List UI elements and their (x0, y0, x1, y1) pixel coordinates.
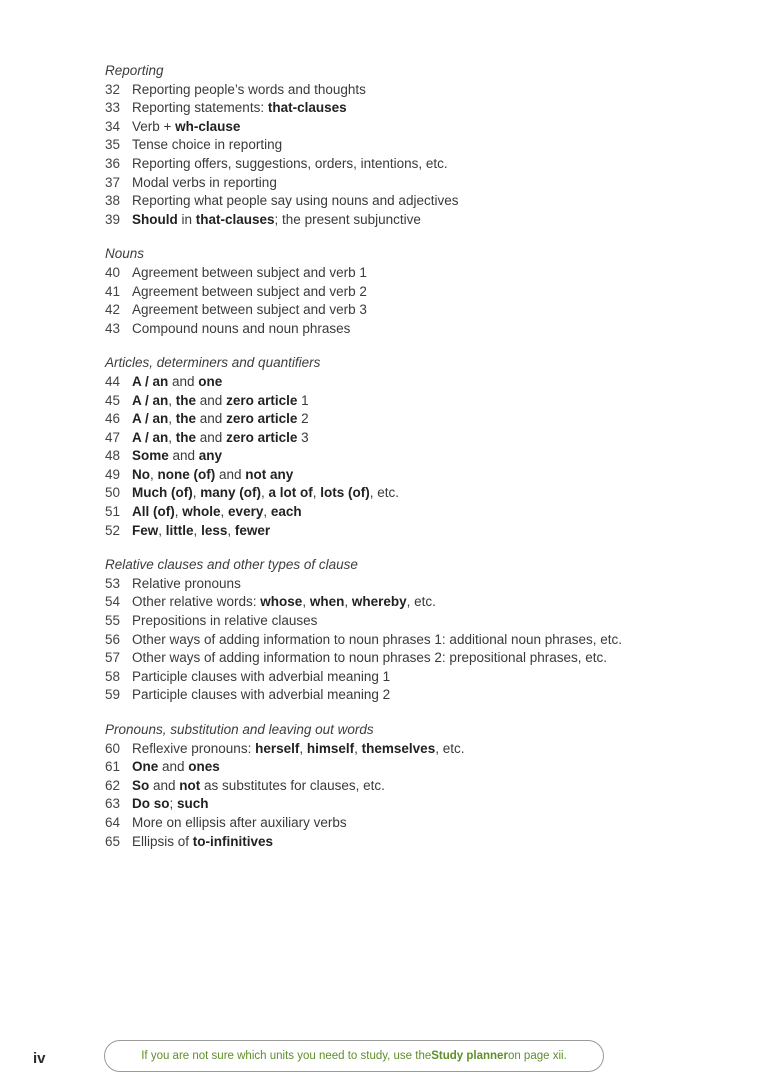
section-title: Pronouns, substitution and leaving out words (105, 722, 374, 737)
bold-term: none (of) (157, 466, 216, 482)
title-text: and (158, 759, 189, 775)
bold-term: ones (188, 759, 220, 775)
bold-term: themselves (361, 740, 436, 756)
contents-section (105, 556, 725, 705)
unit-number: 32 (105, 81, 121, 97)
unit-number: 62 (105, 777, 121, 793)
unit-title (132, 503, 302, 522)
title-text: and (168, 448, 199, 464)
unit-number: 40 (105, 264, 121, 280)
bold-term: herself (255, 740, 300, 756)
title-text: , (168, 411, 176, 427)
unit-entry[interactable] (105, 522, 725, 541)
title-text: , (158, 522, 166, 538)
unit-entry[interactable] (105, 373, 725, 392)
unit-number: 35 (105, 137, 121, 153)
bold-term: each (270, 504, 302, 520)
bold-term: fewer (234, 522, 271, 538)
bold-term: zero article (226, 392, 298, 408)
unit-entry[interactable] (105, 649, 725, 668)
bold-term: whose (260, 594, 303, 610)
bold-term: All (of) (132, 504, 175, 520)
unit-number: 38 (105, 193, 121, 209)
bold-term: A / an (132, 373, 169, 389)
unit-number: 37 (105, 174, 121, 190)
unit-entry[interactable] (105, 795, 725, 814)
title-text: Compound nouns and noun phrases (132, 320, 351, 336)
unit-title (132, 575, 241, 594)
unit-title (132, 429, 309, 448)
title-text: Participle clauses with adverbial meaning 1 (132, 668, 391, 684)
unit-number: 64 (105, 814, 121, 830)
unit-number: 55 (105, 613, 121, 629)
unit-number: 59 (105, 687, 121, 703)
unit-entry[interactable] (105, 81, 725, 100)
title-text: Other relative words: (132, 594, 261, 610)
section-title: Nouns (105, 246, 145, 262)
unit-number: 61 (105, 759, 121, 775)
unit-number: 43 (105, 320, 121, 336)
unit-number: 46 (105, 411, 121, 427)
bold-term: the (175, 429, 197, 445)
bold-term: A / an (132, 392, 169, 408)
unit-entry[interactable] (105, 833, 725, 852)
bold-term: little (165, 522, 194, 538)
bold-term: less (201, 522, 228, 538)
unit-entry[interactable] (105, 593, 725, 612)
unit-title (132, 522, 270, 541)
title-text: Reporting what people say using nouns and adjectives (132, 193, 459, 209)
bold-term: No (132, 466, 150, 482)
unit-number: 53 (105, 575, 121, 591)
unit-entry[interactable] (105, 612, 725, 631)
title-text: Participle clauses with adverbial meaning 2 (132, 687, 391, 703)
bold-term: such (177, 796, 209, 812)
unit-title (132, 211, 421, 230)
unit-title (132, 264, 367, 283)
title-text: , (220, 504, 229, 520)
bold-term: whole (182, 504, 221, 520)
unit-title (132, 99, 347, 118)
title-text: Other ways of adding information to noun phrases 1: additional noun phrases, etc. (132, 631, 623, 647)
unit-entry[interactable] (105, 466, 725, 485)
contents-list (105, 62, 725, 867)
title-text: Agreement between subject and verb 2 (132, 283, 367, 299)
bold-term: any (198, 448, 223, 464)
unit-number: 56 (105, 631, 121, 647)
bold-term: to-infinitives (192, 833, 274, 849)
unit-title (132, 174, 277, 193)
page-number: iv (33, 1050, 46, 1067)
unit-number: 65 (105, 833, 121, 849)
unit-number: 45 (105, 392, 121, 408)
unit-entry[interactable] (105, 99, 725, 118)
title-text: 2 (297, 411, 309, 427)
unit-number: 63 (105, 796, 121, 812)
unit-number: 33 (105, 100, 121, 116)
unit-entry[interactable] (105, 301, 725, 320)
unit-entry[interactable] (105, 192, 725, 211)
title-text: Reporting offers, suggestions, orders, intentions, etc. (132, 155, 448, 171)
title-text: as substitutes for clauses, etc. (200, 777, 385, 793)
title-text: Agreement between subject and verb 3 (132, 302, 367, 318)
bold-term: every (228, 504, 264, 520)
unit-number: 57 (105, 650, 121, 666)
title-text: Tense choice in reporting (132, 137, 283, 153)
unit-entry[interactable] (105, 283, 725, 302)
unit-title (132, 631, 622, 650)
title-text: , (302, 594, 310, 610)
unit-entry[interactable] (105, 740, 725, 759)
unit-number: 52 (105, 522, 121, 538)
unit-title (132, 777, 385, 796)
title-text: , (227, 522, 235, 538)
study-planner-tip (104, 1040, 604, 1072)
unit-entry[interactable] (105, 118, 725, 137)
title-text: in (177, 211, 196, 227)
bold-term: whereby (351, 594, 407, 610)
unit-number: 47 (105, 429, 121, 445)
unit-entry[interactable] (105, 320, 725, 339)
title-text: and (215, 466, 246, 482)
unit-title (132, 373, 222, 392)
unit-title (132, 118, 240, 137)
unit-number: 51 (105, 504, 121, 520)
unit-entry[interactable] (105, 686, 725, 705)
bold-term: zero article (226, 411, 298, 427)
unit-title (132, 740, 464, 759)
bold-term: Some (132, 448, 169, 464)
unit-entry[interactable] (105, 777, 725, 796)
contents-section (105, 62, 725, 229)
bold-term: not any (245, 466, 294, 482)
unit-number: 58 (105, 668, 121, 684)
tip-text: on page xii. (507, 1050, 567, 1062)
title-text: 1 (297, 392, 309, 408)
title-text: Reporting people’s words and thoughts (132, 81, 366, 97)
unit-number: 60 (105, 740, 121, 756)
bold-term: Few (132, 522, 159, 538)
title-text: , (168, 392, 176, 408)
title-text: , (312, 485, 321, 501)
unit-number: 44 (105, 373, 121, 389)
title-text: , etc. (435, 740, 465, 756)
title-text: and (168, 373, 199, 389)
unit-title (132, 447, 222, 466)
unit-title (132, 283, 367, 302)
bold-term: A / an (132, 429, 169, 445)
unit-entry[interactable] (105, 174, 725, 193)
title-text: , (168, 429, 176, 445)
bold-term: many (of) (200, 485, 261, 501)
bold-term: One (132, 759, 159, 775)
unit-number: 50 (105, 485, 121, 501)
title-text: Other ways of adding information to noun phrases 2: prepositional phrases, etc. (132, 650, 608, 666)
title-text: , (150, 466, 158, 482)
unit-entry[interactable] (105, 392, 725, 411)
title-text: ; the present subjunctive (274, 211, 421, 227)
unit-entry[interactable] (105, 264, 725, 283)
unit-title (132, 612, 317, 631)
unit-title (132, 392, 309, 411)
bold-term: that-clauses (195, 211, 275, 227)
title-text: , (263, 504, 271, 520)
unit-title (132, 192, 458, 211)
bold-term: a lot of (268, 485, 313, 501)
title-text: , (174, 504, 183, 520)
unit-number: 36 (105, 155, 121, 171)
unit-title (132, 758, 220, 777)
title-text: , (354, 740, 362, 756)
section-title: Reporting (105, 63, 164, 78)
unit-title (132, 484, 399, 503)
section-title: Articles, determiners and quantifiers (105, 355, 321, 371)
unit-title (132, 833, 273, 852)
bold-term: wh-clause (175, 118, 241, 134)
unit-title (132, 668, 390, 687)
bold-term: the (175, 392, 197, 408)
unit-entry[interactable] (105, 447, 725, 466)
bold-term: one (198, 373, 223, 389)
unit-number: 34 (105, 118, 121, 134)
unit-title (132, 686, 390, 705)
title-text: More on ellipsis after auxiliary verbs (132, 814, 347, 830)
unit-title (132, 814, 347, 833)
title-text: Reporting statements: (132, 100, 268, 116)
unit-entry[interactable] (105, 814, 725, 833)
unit-number: 39 (105, 211, 121, 227)
unit-title (132, 649, 607, 668)
unit-entry[interactable] (105, 575, 725, 594)
title-text: Modal verbs in reporting (132, 174, 277, 190)
unit-entry[interactable] (105, 631, 725, 650)
unit-entry[interactable] (105, 410, 725, 429)
section-title: Relative clauses and other types of clause (105, 557, 358, 573)
unit-title (132, 466, 293, 485)
bold-term: the (175, 411, 197, 427)
unit-entry[interactable] (105, 155, 725, 174)
bold-term: himself (306, 740, 355, 756)
title-text: Agreement between subject and verb 1 (132, 264, 367, 280)
title-text: , etc. (369, 485, 400, 501)
contents-section (105, 354, 725, 540)
unit-title (132, 320, 350, 339)
title-text: , etc. (406, 594, 436, 610)
contents-section (105, 245, 725, 338)
title-text: and (196, 392, 227, 408)
title-text: ; (169, 796, 178, 812)
unit-entry[interactable] (105, 758, 725, 777)
unit-entry[interactable] (105, 668, 725, 687)
bold-term: lots (of) (320, 485, 370, 501)
unit-entry[interactable] (105, 429, 725, 448)
unit-entry[interactable] (105, 503, 725, 522)
unit-number: 54 (105, 594, 121, 610)
bold-term: Much (of) (132, 485, 193, 501)
tip-text: If you are not sure which units you need to study, use the (141, 1050, 432, 1062)
title-text: Ellipsis of (132, 833, 193, 849)
unit-entry[interactable] (105, 484, 725, 503)
bold-term: not (179, 777, 201, 793)
title-text: Relative pronouns (132, 575, 241, 591)
unit-number: 41 (105, 283, 121, 299)
unit-title (132, 81, 366, 100)
title-text: , (192, 485, 201, 501)
title-text: , (344, 594, 352, 610)
unit-title (132, 410, 309, 429)
unit-number: 48 (105, 448, 121, 464)
bold-term: A / an (132, 411, 169, 427)
title-text: and (149, 777, 180, 793)
title-text: , (193, 522, 202, 538)
bold-term: that-clauses (267, 100, 347, 116)
bold-term: zero article (226, 429, 298, 445)
unit-title (132, 136, 282, 155)
unit-title (132, 301, 367, 320)
unit-title (132, 155, 448, 174)
bold-term: Should (132, 211, 178, 227)
unit-title (132, 593, 436, 612)
title-text: 3 (297, 429, 309, 445)
title-text: , (261, 485, 269, 501)
title-text: , (299, 740, 307, 756)
study-planner-link[interactable]: Study planner (431, 1050, 508, 1062)
title-text: Reflexive pronouns: (132, 740, 256, 756)
title-text: Verb + (132, 118, 176, 134)
unit-number: 42 (105, 302, 121, 318)
title-text: and (196, 429, 227, 445)
contents-section (105, 721, 725, 851)
title-text: and (196, 411, 227, 427)
bold-term: when (309, 594, 345, 610)
unit-title (132, 795, 209, 814)
unit-number: 49 (105, 466, 121, 482)
bold-term: Do so (132, 796, 170, 812)
unit-entry[interactable] (105, 211, 725, 230)
unit-entry[interactable] (105, 136, 725, 155)
title-text: Prepositions in relative clauses (132, 613, 318, 629)
bold-term: So (132, 777, 150, 793)
